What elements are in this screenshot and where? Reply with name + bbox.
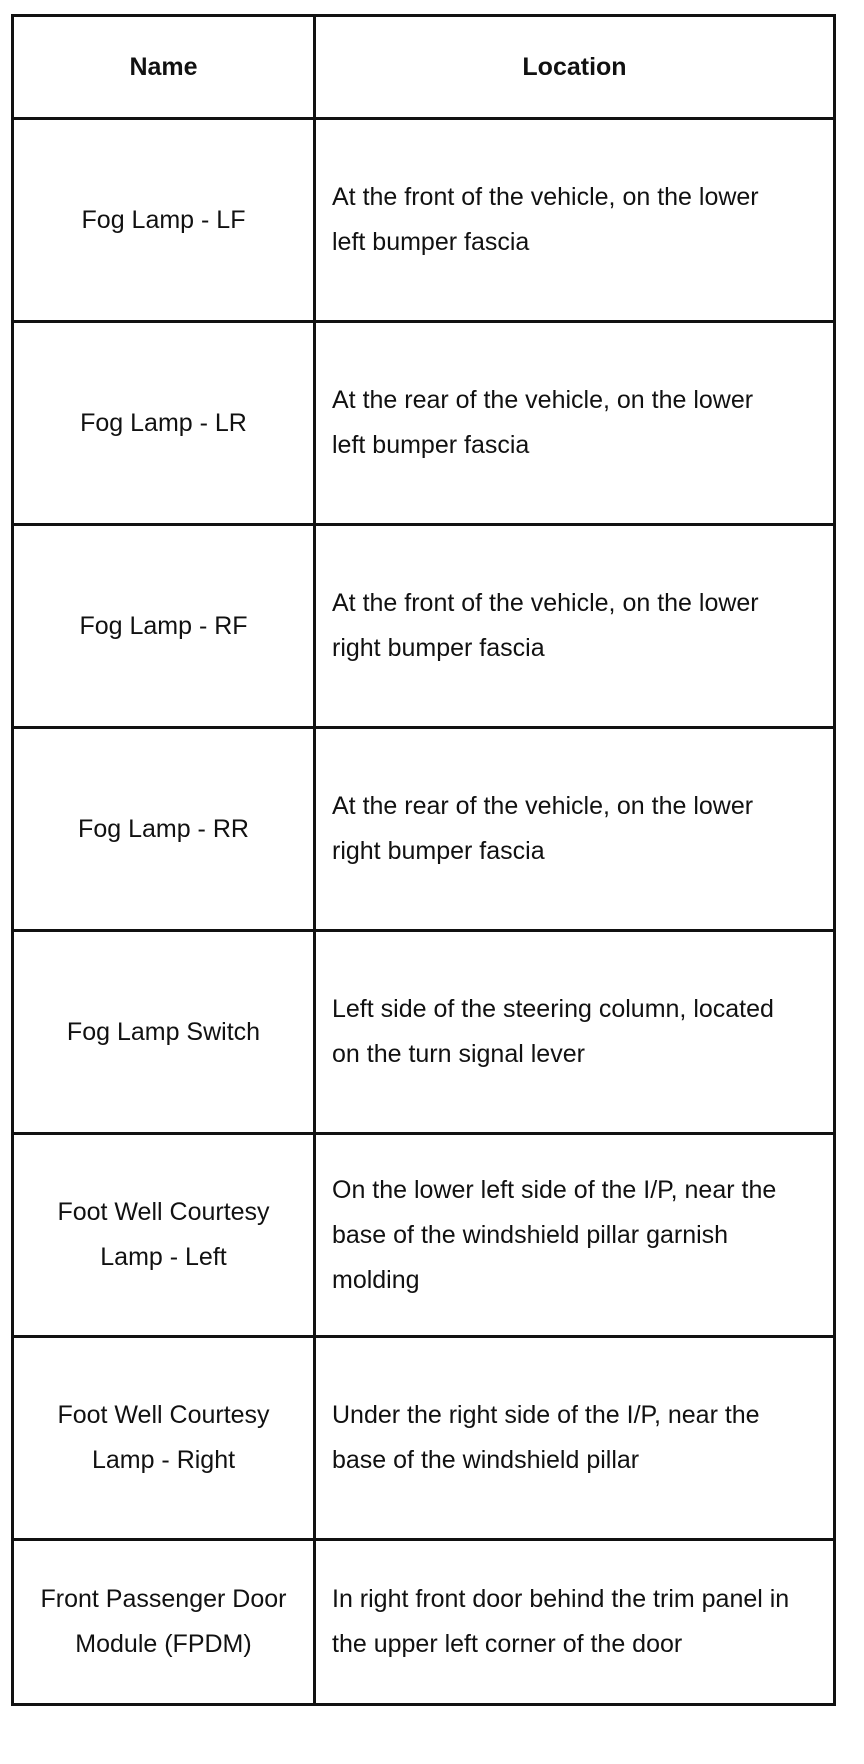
cell-location: At the front of the vehicle, on the lower right bumper fascia (315, 525, 835, 728)
cell-name: Fog Lamp - RF (13, 525, 315, 728)
table-row (13, 1540, 835, 1705)
table-row (13, 1134, 835, 1337)
cell-location: In right front door behind the trim panel in the upper left corner of the door (315, 1540, 835, 1705)
column-header-location: Location (315, 16, 835, 119)
column-header-name: Name (13, 16, 315, 119)
cell-location: At the rear of the vehicle, on the lower right bumper fascia (315, 728, 835, 931)
cell-name: Foot Well Courtesy Lamp - Right (13, 1337, 315, 1540)
table-row (13, 119, 835, 322)
header-row (13, 16, 835, 119)
cell-name: Foot Well Courtesy Lamp - Left (13, 1134, 315, 1337)
cell-location: Left side of the steering column, located on the turn signal lever (315, 931, 835, 1134)
cell-name: Fog Lamp Switch (13, 931, 315, 1134)
cell-name: Fog Lamp - LR (13, 322, 315, 525)
table-row (13, 931, 835, 1134)
cell-location: On the lower left side of the I/P, near the base of the windshield pillar garnish molding (315, 1134, 835, 1337)
cell-name: Fog Lamp - RR (13, 728, 315, 931)
table-row (13, 322, 835, 525)
cell-location: Under the right side of the I/P, near the base of the windshield pillar (315, 1337, 835, 1540)
cell-name: Fog Lamp - LF (13, 119, 315, 322)
cell-location: At the rear of the vehicle, on the lower left bumper fascia (315, 322, 835, 525)
cell-name: Front Passenger Door Module (FPDM) (13, 1540, 315, 1705)
table-row (13, 1337, 835, 1540)
table-row (13, 525, 835, 728)
table-row (13, 728, 835, 931)
component-location-table (11, 14, 836, 1706)
cell-location: At the front of the vehicle, on the lower left bumper fascia (315, 119, 835, 322)
